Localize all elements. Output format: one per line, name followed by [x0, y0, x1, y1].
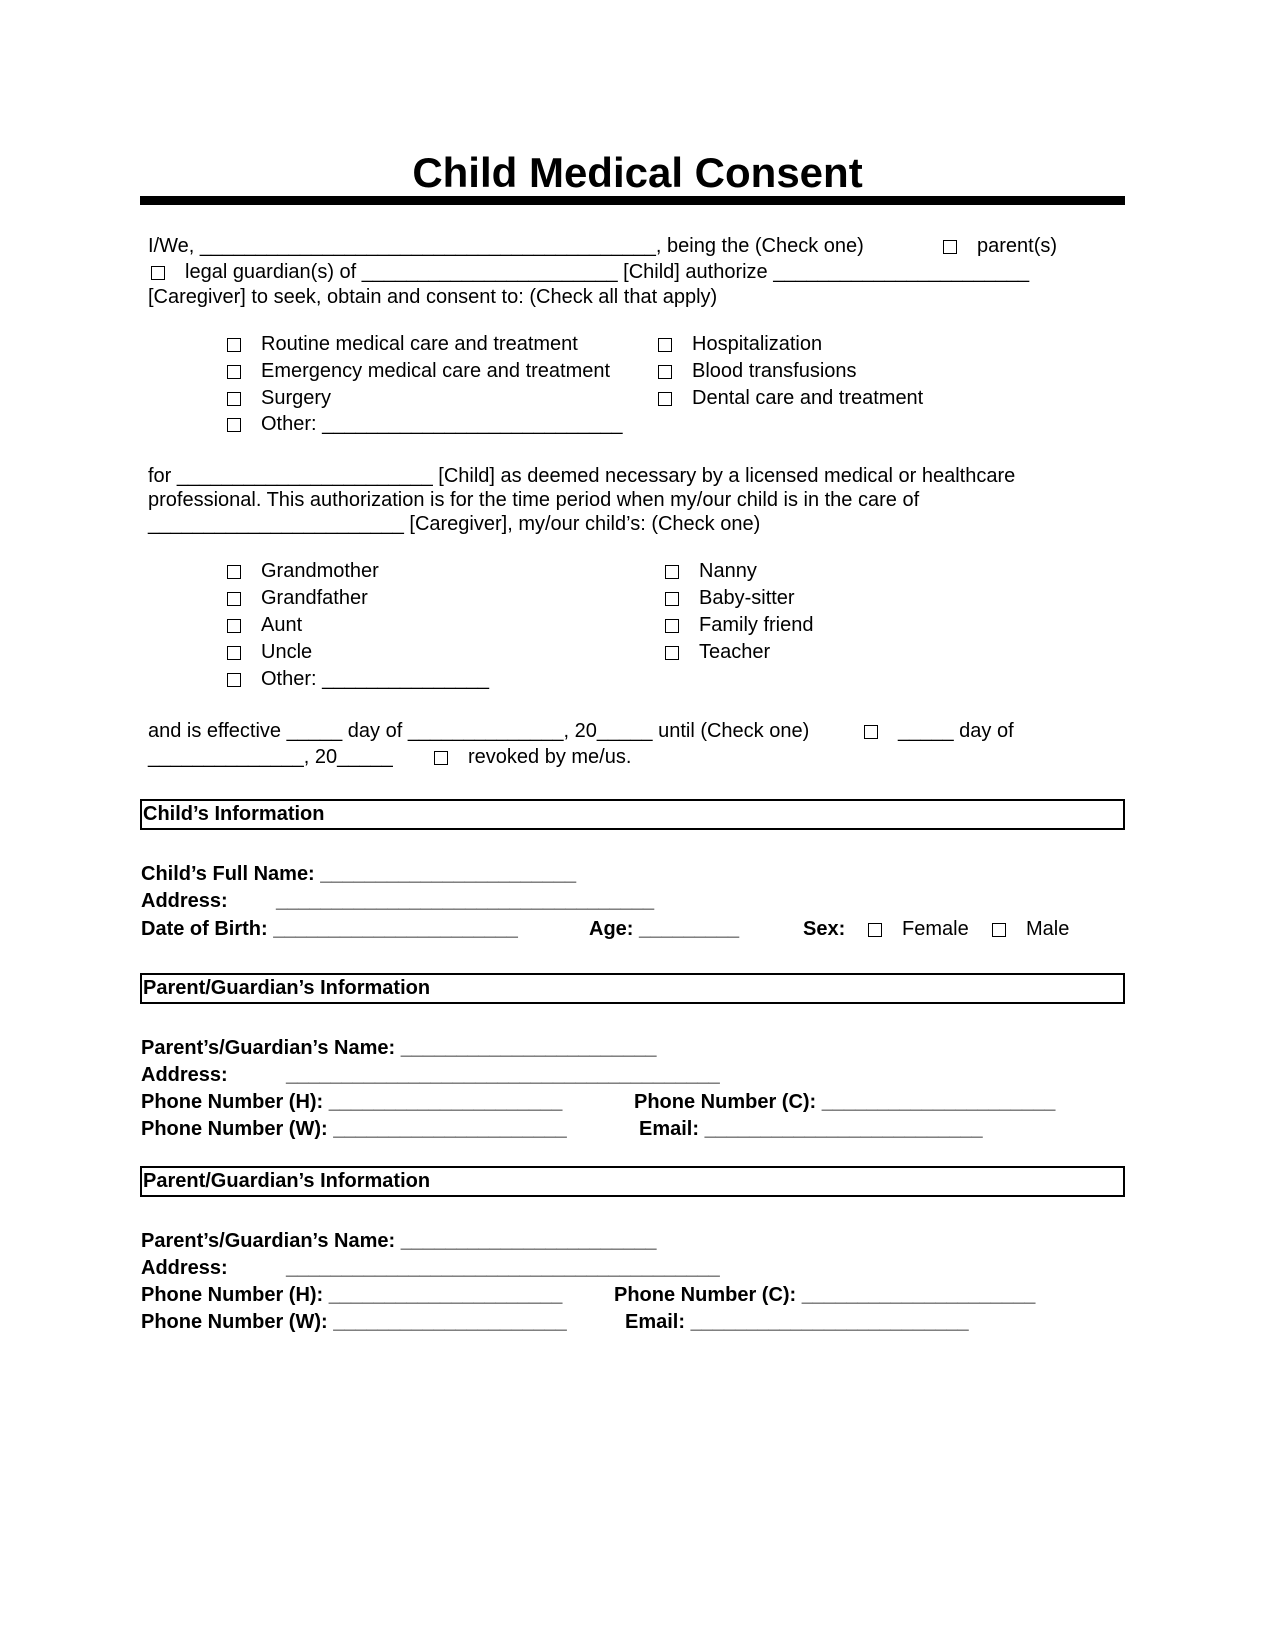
guardian1-phone-home-field[interactable]: Phone Number (H): _____________________ [141, 1091, 563, 1113]
rel-label-nanny: Nanny [699, 560, 757, 582]
rel-checkbox-other[interactable] [227, 673, 241, 687]
child-full-name-field[interactable]: Child’s Full Name: _______________________ [141, 863, 577, 885]
guardian2-phone-work-field[interactable]: Phone Number (W): _____________________ [141, 1311, 567, 1333]
care-checkbox-emergency[interactable] [227, 365, 241, 379]
guardian2-address-field[interactable]: _______________________________________ [286, 1257, 720, 1279]
until-date-field: _____ day of [898, 720, 1014, 742]
consent-line-1: I/We, _________________________________________, being the (Check one) [148, 235, 864, 257]
guardian2-address-label: Address: [141, 1257, 228, 1279]
care-checkbox-other[interactable] [227, 418, 241, 432]
revoked-label: revoked by me/us. [468, 746, 632, 768]
child-address-field[interactable]: __________________________________ [276, 890, 655, 912]
sex-female-checkbox[interactable] [868, 923, 882, 937]
rel-checkbox-babysitter[interactable] [665, 592, 679, 606]
care-label-dental: Dental care and treatment [692, 387, 924, 409]
care-label-surgery: Surgery [261, 387, 332, 409]
until-date-checkbox[interactable] [864, 725, 878, 739]
child-sex-label: Sex: [803, 918, 846, 940]
title-divider [140, 196, 1125, 205]
guardian2-email-field[interactable]: Email: _________________________ [625, 1311, 969, 1333]
rel-label-grandfather: Grandfather [261, 587, 368, 609]
rel-label-grandmother: Grandmother [261, 560, 379, 582]
guardian1-email-field[interactable]: Email: _________________________ [639, 1118, 983, 1140]
care-checkbox-routine[interactable] [227, 338, 241, 352]
rel-label-other: Other: _______________ [261, 668, 489, 690]
rel-checkbox-aunt[interactable] [227, 619, 241, 633]
guardian1-name-field[interactable]: Parent’s/Guardian’s Name: _______________________ [141, 1037, 657, 1059]
child-age-field[interactable]: Age: _________ [589, 918, 740, 940]
guardian2-info-header [140, 1166, 1125, 1197]
effective-line-2: ______________, 20_____ [148, 746, 393, 768]
rel-label-babysitter: Baby-sitter [699, 587, 795, 609]
page-title: Child Medical Consent [412, 149, 863, 196]
care-checkbox-blood[interactable] [658, 365, 672, 379]
guardian1-phone-work-field[interactable]: Phone Number (W): _____________________ [141, 1118, 567, 1140]
effective-line-1: and is effective _____ day of ______________, 20_____ until (Check one) [148, 720, 810, 742]
guardian2-info-header-label: Parent/Guardian’s Information [143, 1170, 431, 1192]
rel-checkbox-family-friend[interactable] [665, 619, 679, 633]
care-label-routine: Routine medical care and treatment [261, 333, 578, 355]
authorization-line-3: _______________________ [Caregiver], my/our child’s: (Check one) [148, 513, 761, 535]
rel-label-family-friend: Family friend [699, 614, 814, 636]
child-dob-field[interactable]: Date of Birth: ______________________ [141, 918, 518, 940]
rel-label-aunt: Aunt [261, 614, 303, 636]
child-address-label: Address: [141, 890, 228, 912]
rel-checkbox-grandmother[interactable] [227, 565, 241, 579]
rel-checkbox-uncle[interactable] [227, 646, 241, 660]
rel-label-uncle: Uncle [261, 641, 313, 663]
guardian1-address-label: Address: [141, 1064, 228, 1086]
care-label-hospitalization: Hospitalization [692, 333, 823, 355]
rel-checkbox-grandfather[interactable] [227, 592, 241, 606]
rel-checkbox-teacher[interactable] [665, 646, 679, 660]
consent-line-2: legal guardian(s) of _______________________ [Child] authorize _______________________ [185, 261, 1030, 283]
child-info-header [140, 799, 1125, 830]
sex-female-label: Female [902, 918, 969, 940]
revoked-checkbox[interactable] [434, 751, 448, 765]
guardian2-phone-home-field[interactable]: Phone Number (H): _____________________ [141, 1284, 563, 1306]
guardian1-phone-cell-field[interactable]: Phone Number (C): _____________________ [634, 1091, 1056, 1113]
guardian1-info-header [140, 973, 1125, 1004]
rel-checkbox-nanny[interactable] [665, 565, 679, 579]
authorization-line-1: for _______________________ [Child] as deemed necessary by a licensed medical or healthcare [148, 465, 1016, 487]
guardian1-info-header-label: Parent/Guardian’s Information [143, 977, 431, 999]
legal-guardian-checkbox[interactable] [151, 266, 165, 280]
care-label-emergency: Emergency medical care and treatment [261, 360, 611, 382]
care-checkbox-hospitalization[interactable] [658, 338, 672, 352]
authorization-line-2: professional. This authorization is for the time period when my/our child is in the care of [148, 489, 920, 511]
guardian2-name-field[interactable]: Parent’s/Guardian’s Name: _______________________ [141, 1230, 657, 1252]
child-info-header-label: Child’s Information [143, 803, 325, 825]
sex-male-checkbox[interactable] [992, 923, 1006, 937]
consent-line-3: [Caregiver] to seek, obtain and consent to: (Check all that apply) [148, 286, 718, 308]
parent-checkbox[interactable] [943, 240, 957, 254]
care-checkbox-dental[interactable] [658, 392, 672, 406]
care-label-blood: Blood transfusions [692, 360, 857, 382]
sex-male-label: Male [1026, 918, 1070, 940]
care-label-other: Other: ___________________________ [261, 413, 623, 435]
rel-label-teacher: Teacher [699, 641, 771, 663]
guardian1-address-field[interactable]: _______________________________________ [286, 1064, 720, 1086]
care-checkbox-surgery[interactable] [227, 392, 241, 406]
parent-option-label: parent(s) [977, 235, 1058, 257]
guardian2-phone-cell-field[interactable]: Phone Number (C): _____________________ [614, 1284, 1036, 1306]
